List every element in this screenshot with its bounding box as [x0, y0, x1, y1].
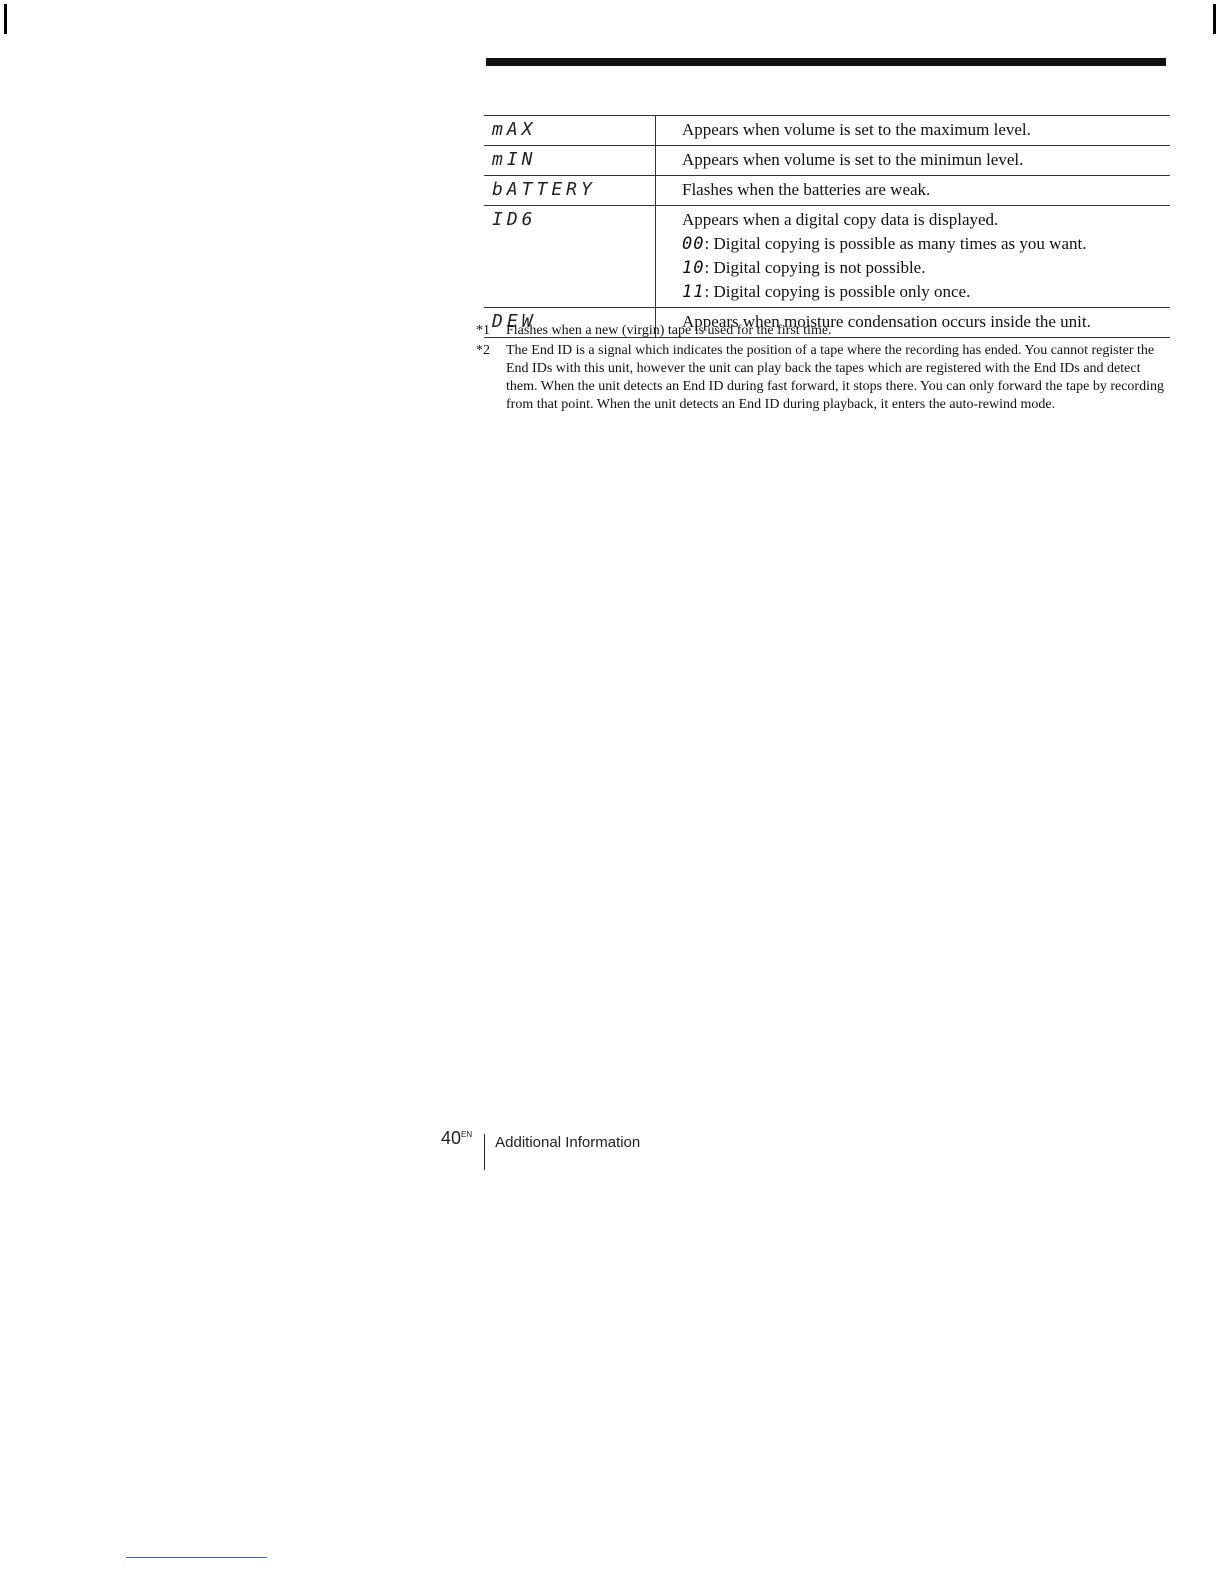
footnotes: [476, 322, 1166, 416]
footer-divider: [484, 1134, 485, 1170]
display-code: ID6: [484, 206, 656, 307]
copy-status-line: [682, 280, 1170, 304]
scan-edge-mark-right: [1213, 4, 1216, 34]
page-number-suffix: EN: [461, 1130, 473, 1139]
display-code: bATTERY: [484, 176, 656, 205]
section-title: Additional Information: [495, 1134, 641, 1151]
display-description: [656, 116, 1170, 145]
table-row: [484, 116, 1170, 146]
footnote: [476, 322, 1166, 340]
footnote-text: Flashes when a new (virgin) tape is used for the first time.: [506, 323, 832, 338]
page-number-value: 40: [441, 1128, 462, 1148]
footnote-text: The End ID is a signal which indicates the position of a tape where the recording has ended. You cannot register the End IDs with this unit, however the unit can play back the tapes which are registered with the End IDs and detect them. When the unit detects an End ID during fast forward, it stops there. You can only forward the tape by recording from that point. When the unit detects an End ID during playback, it enters the auto-rewind mode.: [506, 343, 1164, 412]
scan-underline-mark: [126, 1557, 267, 1558]
segment-code: 11: [682, 282, 705, 302]
display-code: mAX: [484, 116, 656, 145]
table-row: [484, 206, 1170, 308]
copy-status-text: : Digital copying is possible as many times as you want.: [704, 234, 1087, 253]
copy-status-text: : Digital copying is not possible.: [704, 258, 926, 277]
segment-code: 10: [682, 258, 705, 278]
display-indicator-table: [484, 115, 1170, 338]
scan-edge-mark-left: [4, 4, 7, 34]
page-footer: [441, 1128, 640, 1170]
footnote-mark: *2: [476, 343, 490, 358]
description-text: Flashes when the batteries are weak.: [682, 180, 931, 199]
footnote-mark: *1: [476, 323, 490, 338]
display-description: [656, 206, 1170, 307]
footnote: [476, 342, 1166, 414]
description-text: Appears when volume is set to the minimun level.: [682, 150, 1024, 169]
display-description: [656, 146, 1170, 175]
copy-status-text: : Digital copying is possible only once.: [704, 282, 971, 301]
table-row: [484, 176, 1170, 206]
description-text: Appears when a digital copy data is displayed.: [682, 210, 999, 229]
display-code: mIN: [484, 146, 656, 175]
page-number: [441, 1128, 472, 1149]
description-text: Appears when moisture condensation occurs inside the unit.: [682, 312, 1091, 331]
display-code: DEW: [484, 308, 656, 337]
description-text: Appears when volume is set to the maximum level.: [682, 120, 1031, 139]
segment-code: 00: [682, 234, 705, 254]
header-rule: [486, 58, 1166, 66]
copy-status-line: [682, 256, 1170, 280]
table-row: [484, 146, 1170, 176]
display-description: [656, 176, 1170, 205]
copy-status-line: [682, 232, 1170, 256]
